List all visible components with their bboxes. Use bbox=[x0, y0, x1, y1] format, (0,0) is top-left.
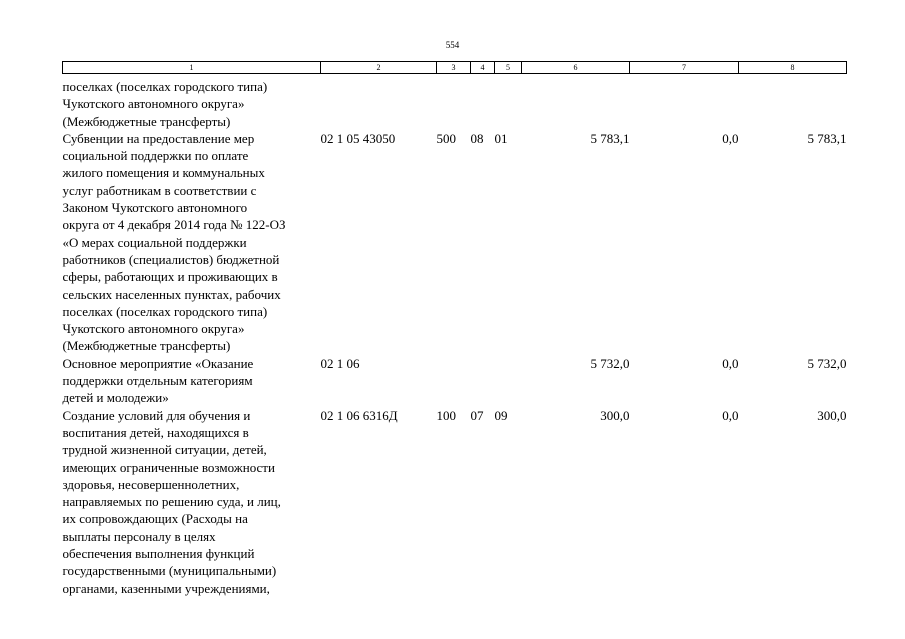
row-pr: 01 bbox=[494, 130, 508, 146]
table-row bbox=[63, 74, 847, 130]
header-col-4: 4 bbox=[471, 62, 495, 74]
row-vr: 100 bbox=[436, 407, 456, 423]
header-col-8: 8 bbox=[739, 62, 847, 74]
row-value-7: 0,0 bbox=[722, 407, 739, 423]
header-col-3: 3 bbox=[437, 62, 471, 74]
row-value-6 bbox=[522, 74, 630, 130]
row-code: 02 1 06 bbox=[320, 355, 360, 371]
row-value-6: 300,0 bbox=[600, 407, 630, 423]
row-value-6: 5 783,1 bbox=[590, 130, 630, 146]
table-row bbox=[63, 355, 847, 407]
row-vr bbox=[437, 355, 471, 407]
row-code: 02 1 06 6316Д bbox=[320, 407, 398, 423]
row-rz bbox=[471, 355, 495, 407]
row-name: Субвенции на предоставление мер социальной поддержки по оплате жилого помещения и коммунальных услуг работникам в соответствии с Законом Чукотского автономного округа от 4 декабря 2014 года № 122-ОЗ «О мерах социальной поддержки работников (специалистов) бюджетной сферы, работающих и проживающих в сельских населенных пунктах, рабочих поселках (поселках городского типа) Чукотского автономного округа» (Межбюджетные трансферты) bbox=[62, 130, 286, 354]
row-name: Основное мероприятие «Оказание поддержки отдельным категориям детей и молодежи» bbox=[62, 355, 254, 406]
row-value-8 bbox=[739, 74, 847, 130]
row-vr bbox=[437, 74, 471, 130]
header-col-2: 2 bbox=[321, 62, 437, 74]
row-code: 02 1 05 43050 bbox=[320, 130, 396, 146]
row-rz bbox=[471, 74, 495, 130]
row-value-8: 5 783,1 bbox=[807, 130, 847, 146]
row-vr: 500 bbox=[436, 130, 456, 146]
row-value-8: 300,0 bbox=[817, 407, 847, 423]
row-value-6: 5 732,0 bbox=[590, 355, 630, 371]
header-col-1: 1 bbox=[63, 62, 321, 74]
row-pr bbox=[495, 355, 522, 407]
header-col-5: 5 bbox=[495, 62, 522, 74]
row-rz: 08 bbox=[470, 130, 484, 146]
row-name: Создание условий для обучения и воспитания детей, находящихся в трудной жизненной ситуации, детей, имеющих ограниченные возможности здоровья, несовершеннолетних, направляемых по решению суда, и лиц, их сопровождающих (Расходы на выплаты персоналу в целях обеспечения выполнения функций государственными (муниципальными) органами, казенными учреждениями, bbox=[62, 407, 281, 596]
row-value-7: 0,0 bbox=[722, 355, 739, 371]
table-header-row bbox=[63, 62, 847, 74]
row-name: поселках (поселках городского типа) Чукотского автономного округа» (Межбюджетные трансферты) bbox=[62, 79, 268, 129]
table-row bbox=[63, 407, 847, 597]
row-pr bbox=[495, 74, 522, 130]
header-col-6: 6 bbox=[522, 62, 630, 74]
row-value-7 bbox=[630, 74, 739, 130]
row-pr: 09 bbox=[494, 407, 508, 423]
row-code bbox=[321, 74, 437, 130]
row-rz: 07 bbox=[470, 407, 484, 423]
row-value-7: 0,0 bbox=[722, 130, 739, 146]
table-row bbox=[63, 130, 847, 355]
budget-table bbox=[62, 61, 847, 597]
row-value-8: 5 732,0 bbox=[807, 355, 847, 371]
page-number: 554 bbox=[445, 40, 460, 50]
header-col-7: 7 bbox=[630, 62, 739, 74]
